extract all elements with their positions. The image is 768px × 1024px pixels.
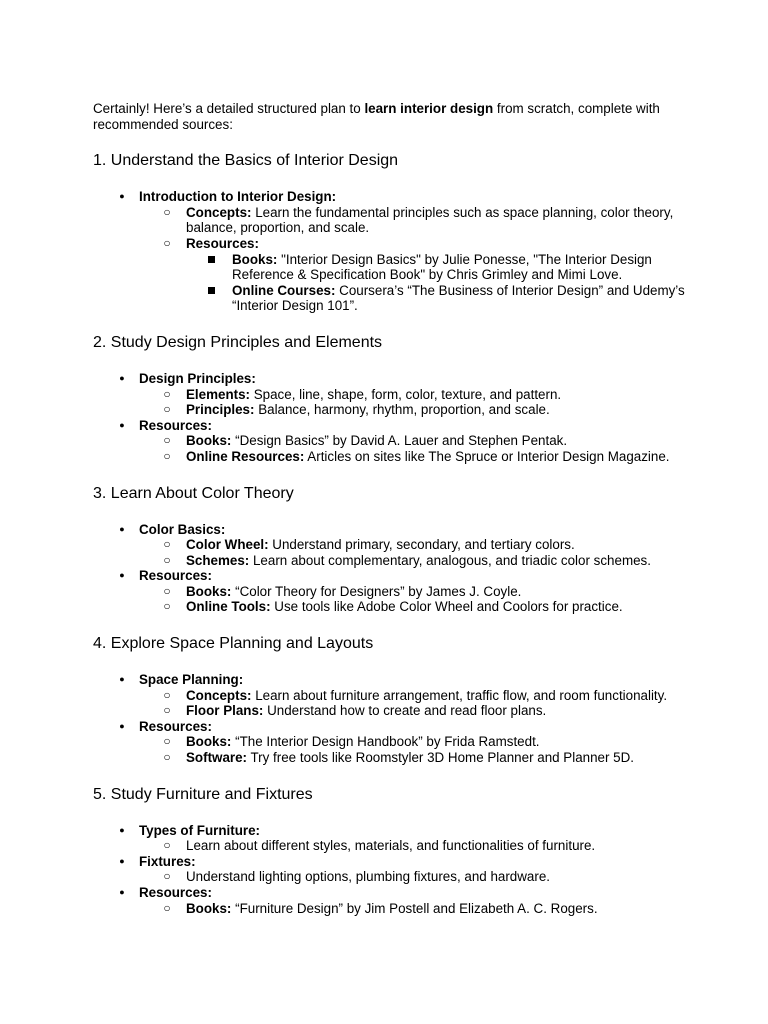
list-item-label: Design Principles: xyxy=(139,370,256,386)
sub-list-item xyxy=(139,869,693,885)
sub-list xyxy=(139,433,693,464)
bullet-disc-icon: ● xyxy=(119,372,125,383)
bullet-list xyxy=(93,371,693,465)
sub-list-item xyxy=(139,553,693,569)
bullet-list xyxy=(93,823,693,917)
bullet-circle-icon: ○ xyxy=(163,235,171,250)
intro-bold-text: learn interior design xyxy=(364,101,494,116)
bullet-circle-icon: ○ xyxy=(163,869,171,884)
list-item-label: Resources: xyxy=(139,718,212,734)
sub-item-label: Elements: xyxy=(186,386,250,402)
sub-item-text: Understand how to create and read floor plans. xyxy=(263,703,547,719)
list-item xyxy=(93,522,693,569)
bullet-circle-icon: ○ xyxy=(163,386,171,401)
list-item-label: Resources: xyxy=(139,417,212,433)
nested-list-item xyxy=(186,252,693,283)
sub-item-text: Balance, harmony, rhythm, proportion, and scale. xyxy=(254,402,550,418)
sub-list-item xyxy=(139,901,693,917)
sub-item-label: Books: xyxy=(186,900,232,916)
bullet-circle-icon: ○ xyxy=(163,204,171,219)
intro-paragraph xyxy=(93,101,693,132)
bullet-circle-icon: ○ xyxy=(163,583,171,598)
bullet-list xyxy=(93,522,693,616)
sub-item-text: “Furniture Design” by Jim Postell and Elizabeth A. C. Rogers. xyxy=(231,900,598,916)
sub-list-item xyxy=(139,584,693,600)
sub-list-item xyxy=(139,402,693,418)
list-item-label: Space Planning: xyxy=(139,672,244,688)
section-2 xyxy=(93,333,693,465)
list-item-label: Color Basics: xyxy=(139,521,226,537)
list-item xyxy=(93,418,693,465)
nested-item-label: Books: xyxy=(232,251,278,267)
sub-list-item xyxy=(139,236,693,314)
list-item-label: Fixtures: xyxy=(139,853,196,869)
sub-list xyxy=(139,688,693,719)
sub-item-text: Articles on sites like The Spruce or Interior Design Magazine. xyxy=(304,448,670,464)
bullet-circle-icon: ○ xyxy=(163,402,171,417)
sub-list-item xyxy=(139,205,693,236)
nested-list-item xyxy=(186,283,693,314)
sub-item-label: Books: xyxy=(186,583,232,599)
bullet-circle-icon: ○ xyxy=(163,448,171,463)
sub-item-label: Color Wheel: xyxy=(186,537,269,553)
bullet-circle-icon: ○ xyxy=(163,552,171,567)
bullet-disc-icon: ● xyxy=(119,419,125,430)
sub-list xyxy=(139,734,693,765)
bullet-list xyxy=(93,672,693,766)
section-heading: 5. Study Furniture and Fixtures xyxy=(93,785,313,803)
bullet-disc-icon: ● xyxy=(119,887,125,897)
bullet-circle-icon: ○ xyxy=(163,433,171,448)
sub-item-text: Learn about complementary, analogous, and triadic color schemes. xyxy=(249,552,651,568)
sub-list xyxy=(139,387,693,418)
bullet-disc-icon: ● xyxy=(119,570,125,581)
sub-item-label: Resources: xyxy=(186,235,259,251)
bullet-square-icon xyxy=(208,287,215,294)
bullet-disc-icon: ● xyxy=(119,855,125,866)
nested-item-text: Coursera’s “The Business of Interior Design” and Udemy’s “Interior Design 101”. xyxy=(232,282,685,314)
bullet-circle-icon: ○ xyxy=(163,750,171,765)
bullet-circle-icon: ○ xyxy=(163,599,171,614)
sub-item-text: Use tools like Adobe Color Wheel and Coolors for practice. xyxy=(270,599,623,615)
section-3 xyxy=(93,484,693,616)
sub-item-label: Schemes: xyxy=(186,552,250,568)
bullet-circle-icon: ○ xyxy=(163,687,171,702)
section-4 xyxy=(93,634,693,766)
list-item xyxy=(93,823,693,854)
sub-item-text: Learn about furniture arrangement, traffic flow, and room functionality. xyxy=(251,687,668,703)
bullet-disc-icon: ● xyxy=(119,720,125,731)
sub-item-label: Principles: xyxy=(186,402,255,418)
section-heading: 2. Study Design Principles and Elements xyxy=(93,333,383,351)
bullet-circle-icon: ○ xyxy=(163,537,171,552)
sub-item-text: Space, line, shape, form, color, texture, and pattern. xyxy=(250,386,562,402)
sub-list xyxy=(139,205,693,314)
nested-item-text: "Interior Design Basics" by Julie Ponesse, "The Interior Design Reference & Specification Book" by Chris Grimley and Mimi Love. xyxy=(232,251,652,283)
sub-list-item xyxy=(139,537,693,553)
section-5 xyxy=(93,785,693,917)
sub-item-text: “Design Basics” by David A. Lauer and Stephen Pentak. xyxy=(231,433,568,449)
bullet-circle-icon: ○ xyxy=(163,838,171,853)
list-item xyxy=(93,672,693,719)
list-item xyxy=(93,568,693,615)
sub-item-text: Understand lighting options, plumbing fixtures, and hardware. xyxy=(186,869,550,885)
sub-item-label: Concepts: xyxy=(186,687,252,703)
bullet-list xyxy=(93,189,693,314)
section-heading: 1. Understand the Basics of Interior Design xyxy=(93,152,399,170)
bullet-disc-icon: ● xyxy=(119,191,125,202)
sub-item-label: Books: xyxy=(186,433,232,449)
sub-list xyxy=(139,584,693,615)
sub-list xyxy=(139,838,693,854)
sub-list-item xyxy=(139,688,693,704)
sub-list-item xyxy=(139,734,693,750)
bullet-disc-icon: ● xyxy=(119,674,125,685)
list-item-label: Introduction to Interior Design: xyxy=(139,189,337,205)
sub-item-label: Online Resources: xyxy=(186,448,305,464)
nested-item-label: Online Courses: xyxy=(232,282,336,298)
sub-item-label: Books: xyxy=(186,734,232,750)
list-item-label: Types of Furniture: xyxy=(139,822,261,838)
document-page xyxy=(93,101,693,916)
sub-item-text: Learn the fundamental principles such as space planning, color theory, balance, proportion, and scale. xyxy=(186,204,674,236)
list-item-label: Resources: xyxy=(139,568,212,584)
sub-list-item xyxy=(139,387,693,403)
sub-item-text: “The Interior Design Handbook” by Frida Ramstedt. xyxy=(231,734,540,750)
bullet-circle-icon: ○ xyxy=(163,703,171,718)
sub-item-label: Online Tools: xyxy=(186,599,271,615)
bullet-circle-icon: ○ xyxy=(163,900,171,915)
sub-item-text: Learn about different styles, materials, and functionalities of furniture. xyxy=(186,838,596,854)
list-item-label: Resources: xyxy=(139,885,212,900)
sub-item-text: Understand primary, secondary, and tertiary colors. xyxy=(268,537,575,553)
intro-text: Certainly! Here’s a detailed structured plan to xyxy=(93,101,365,116)
section-1 xyxy=(93,151,693,314)
sub-item-label: Concepts: xyxy=(186,204,252,220)
sub-list-item xyxy=(139,433,693,449)
bullet-square-icon xyxy=(208,256,215,263)
list-item xyxy=(93,885,693,916)
sub-list-item xyxy=(139,838,693,854)
sub-list-item xyxy=(139,599,693,615)
sub-list xyxy=(139,537,693,568)
list-item xyxy=(93,854,693,885)
sub-list-item xyxy=(139,703,693,719)
sections-container xyxy=(93,151,693,916)
list-item xyxy=(93,719,693,766)
bullet-disc-icon: ● xyxy=(119,523,125,534)
intro-text-end: from scratch, complete with recommended sources: xyxy=(93,101,660,132)
sub-list xyxy=(139,869,693,885)
nested-list xyxy=(186,252,693,314)
bullet-disc-icon: ● xyxy=(119,824,125,835)
list-item xyxy=(93,371,693,418)
sub-list-item xyxy=(139,449,693,465)
section-heading: 3. Learn About Color Theory xyxy=(93,484,294,502)
sub-item-label: Floor Plans: xyxy=(186,703,264,719)
sub-item-label: Software: xyxy=(186,750,248,766)
sub-item-text: “Color Theory for Designers” by James J. Coyle. xyxy=(231,583,522,599)
section-heading: 4. Explore Space Planning and Layouts xyxy=(93,635,374,653)
list-item xyxy=(93,189,693,314)
sub-list-item xyxy=(139,750,693,766)
sub-item-text: Try free tools like Roomstyler 3D Home Planner and Planner 5D. xyxy=(247,750,635,766)
sub-list xyxy=(139,901,693,917)
bullet-circle-icon: ○ xyxy=(163,734,171,749)
